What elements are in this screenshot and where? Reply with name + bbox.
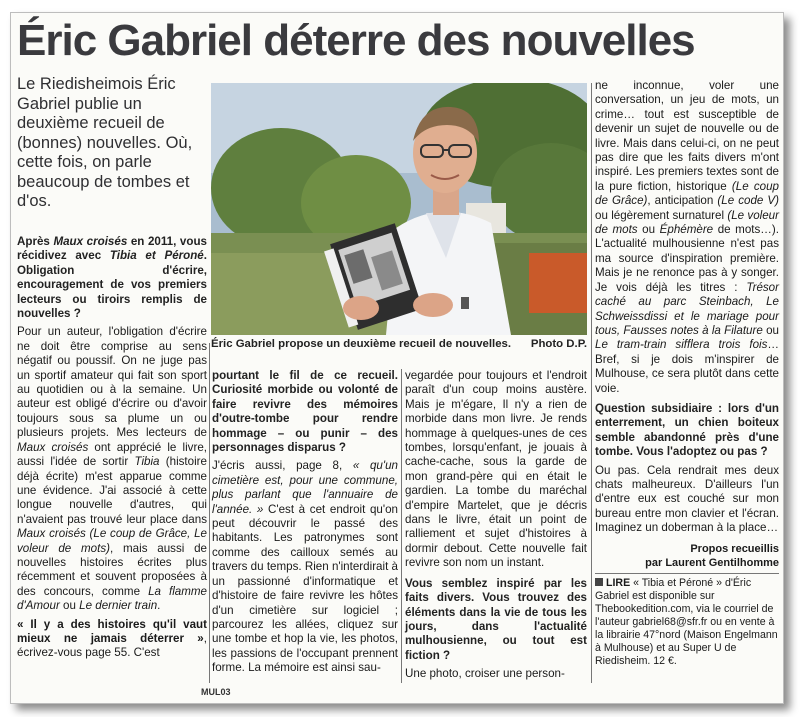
author-photo: [211, 83, 587, 335]
info-divider: [595, 573, 779, 574]
author-photo-illustration: [211, 83, 587, 335]
answer-4: Ou pas. Cela rendrait mes deux chats malheureux. D'ailleurs l'un d'entre eux est couché sur mon bureau entre mon clavier et l'écran. Imaginez un doberman à la place…: [595, 463, 779, 535]
page-code: MUL03: [201, 687, 231, 697]
question-2: pourtant le fil de ce recueil. Curiosité morbide ou volonté de faire revivre des mémoires d'outre-tombe pour rendre hommage – ou punir – des personnages disparus ?: [212, 369, 398, 455]
column-2: [212, 369, 398, 676]
column-1: [17, 235, 207, 661]
photo-caption-row: [211, 337, 587, 351]
answer-2: J'écris aussi, page 8, « qu'un cimetière est, pour une commune, plus parlant que l'annuaire de l'année. » C'est à cet endroit qu'on peut découvrir le passé des habitants. Les patronymes sont comme des cailloux semés au travers du temps. Rien n'interdirait à un passionné d'informatique et d'histoire de faire revivre les hôtes d'un cimetière sur logiciel ; parcourez les allées, cliquez sur une tombe et hop la vie, les photos, les passions de l'occupant prennent forme. La mémoire est ainsi sau-: [212, 459, 398, 675]
column-3: [405, 369, 587, 682]
byline: [595, 542, 779, 570]
reading-info: LIRE « Tibia et Péroné » d'Éric Gabriel est disponible sur Thebookedition.com, via le courriel de l'auteur gabriel68@sfr.fr ou en vente à la librairie 47°nord (Maison Engelmann à Mulhouse) et au Super U de Riedisheim. 12 €.: [595, 576, 778, 667]
column-4: [595, 79, 779, 668]
photo-caption: Éric Gabriel propose un deuxième recueil de nouvelles.: [211, 338, 512, 350]
pull-quote: « Il y a des histoires qu'il vaut mieux ne jamais déterrer », écrivez-vous page 55. C'est: [17, 617, 207, 660]
photo-credit: Photo D.P.: [530, 338, 587, 350]
bullet-square-icon: [595, 578, 603, 586]
question-3: Vous semblez inspiré par les faits divers. Vous trouvez des éléments dans la vie de tous les jours, dans l'actualité mulhousienne, ou tout est fiction ?: [405, 576, 587, 662]
column-divider: [209, 343, 210, 683]
answer-3: ne inconnue, voler une conversation, un jeu de mots, un crime… tout est susceptible de devenir un sujet de nouvelle ou de livre. Mais dans celui-ci, on ne peut pas dire que les faits divers m'ont inspiré. Les premiers textes sont de la pure fiction, historique (Le coup de Grâce), anticipation (Le code V) ou légèrement surnaturel (Le voleur de mots ou Éphémère de mots…). L'actualité mulhousienne n'est pas ma source d'inspiration première. Mais je ne renonce pas à y songer. Je vois déjà les titres : Trésor caché au parc Steinbach, Le Schweissdissi et le mariage pour tous, Fausses notes à la Filature ou Le tram-train sifflera trois fois… Bref, si je dois m'inspirer de Mulhouse, ce sera plutôt dans cette voie.: [595, 79, 780, 395]
answer-3-start: Une photo, croiser une person-: [405, 667, 565, 681]
newspaper-clipping: [10, 12, 784, 704]
byline-line-2: par Laurent Gentilhomme: [645, 556, 779, 569]
question-4: Question subsidiaire : lors d'un enterrement, un chien boiteux semble abandonné près d'une tombe. Vous l'adoptez ou pas ?: [595, 401, 779, 459]
headline: Éric Gabriel déterre des nouvelles: [17, 16, 695, 65]
column-divider: [401, 369, 402, 683]
answer-2-continued: vegardée pour toujours et l'endroit paraît d'un coup moins austère. Mais je m'égare, Il n'y a rien de morbide dans mon livre. Je rends hommage à quelques-unes de ces tombes, lorsqu'enfant, je jouais à cache-cache, sous la garde de mon grand-père qui en était le gardien. La tombe du maréchal d'empire Martelet, que je décris dans le livre, était un point de ralliement et sujet d'histoires à dormir debout. Cette nouvelle fait revivre son nom un instant.: [405, 369, 587, 570]
question-1: Après Maux croisés en 2011, vous récidivez avec Tibia et Péroné. Obligation d'écrire, encouragement de vos premiers lecteurs ou tiroirs remplis de nouvelles ?: [17, 235, 207, 321]
answer-1: Pour un auteur, l'obligation d'écrire ne doit être comprise au sens négatif ou poussif. On ne juge pas un sportif amateur qui fait son sport au quotidien ou à la semaine. Un auteur est obligé d'écrire ou d'avoir toujours sous sa plume un ou plusieurs projets. Mes lecteurs de Maux croisés ont apprécié le livre, aussi l'idée de sortir Tibia (histoire déjà écrite) m'est apparue comme une évidence. J'ai associé à cette longue nouvelle d'autres, qui n'avaient pas trouvé leur place dans Maux croisés (Le coup de Grâce, Le voleur de mots), mais aussi de nouvelles histoires écrites plus récemment et souvent proposées à des concours, comme La flamme d'Amour ou Le dernier train.: [17, 325, 208, 613]
byline-line-1: Propos recueillis: [690, 542, 779, 555]
column-divider: [591, 83, 592, 683]
intro-lede: Le Riedisheimois Éric Gabriel publie un deuxième recueil de (bonnes) nouvelles. Où, cette fois, on parle beaucoup de tombes et d'os.: [17, 75, 193, 210]
